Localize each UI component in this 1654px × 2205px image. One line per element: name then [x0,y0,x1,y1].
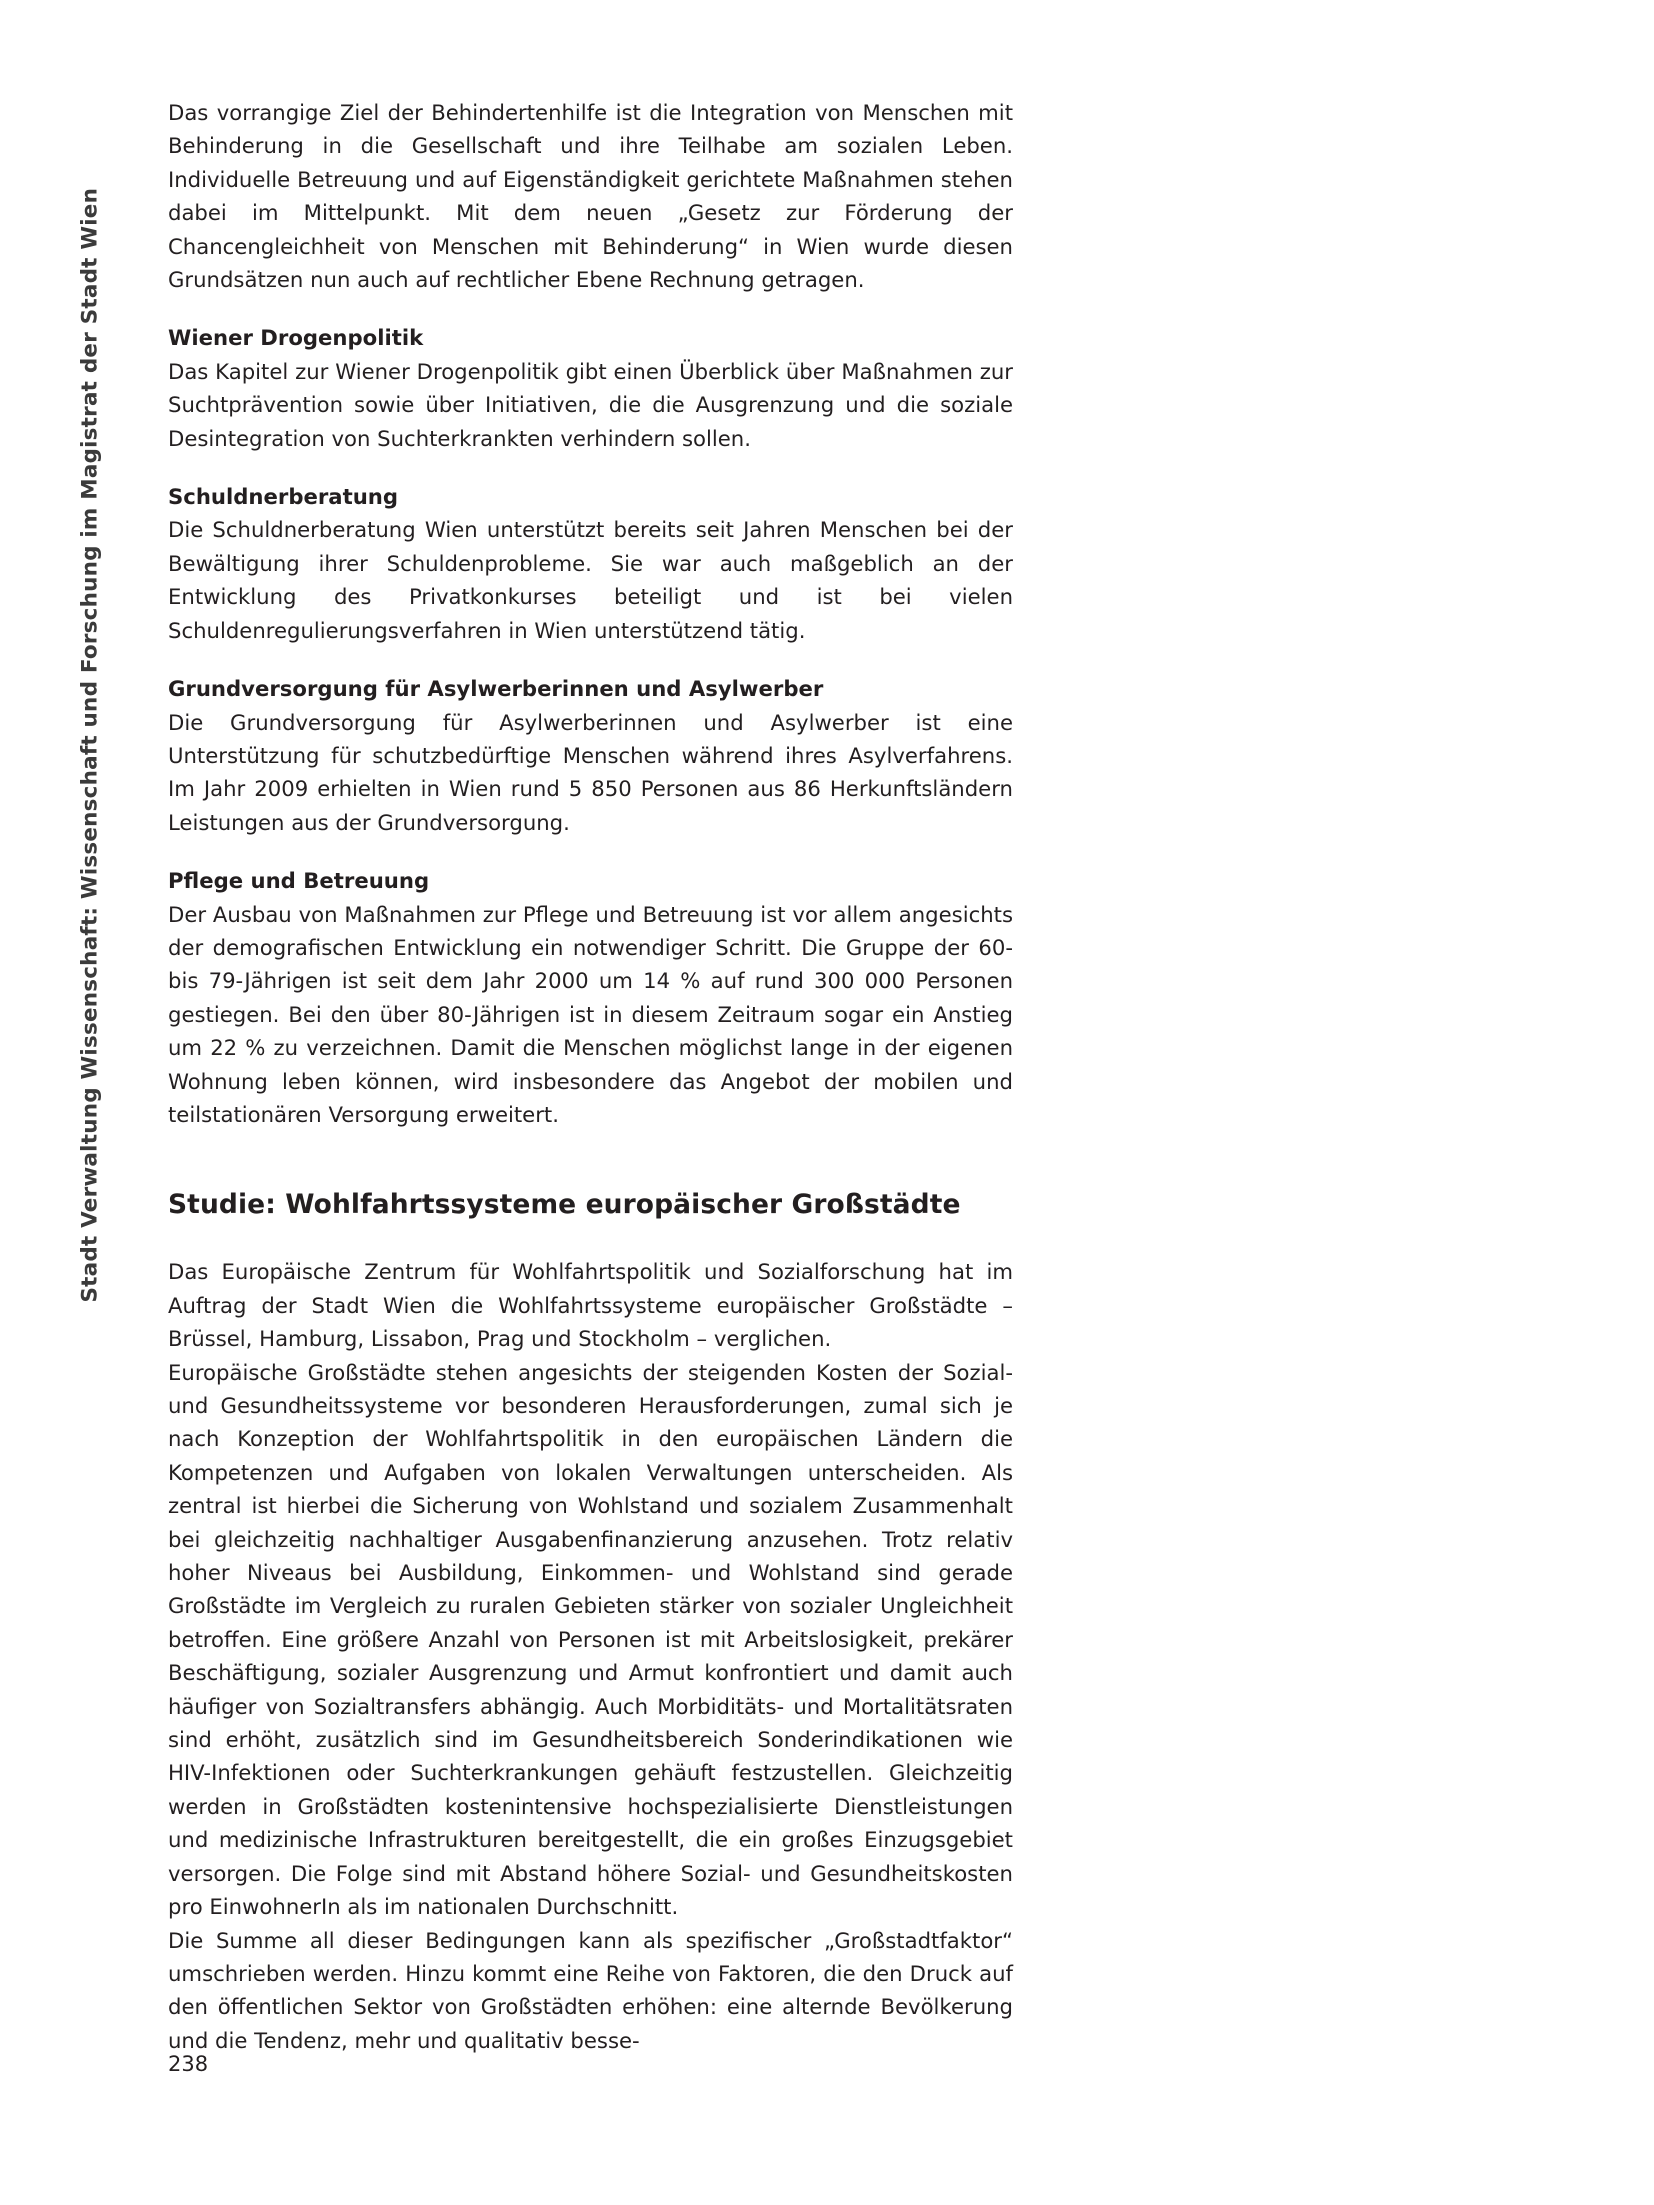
intro-paragraph: Das vorrangige Ziel der Behindertenhilfe ist die Integration von Menschen mit Behinderung in die Gesellschaft und ihre Teilhabe am sozialen Leben. Individuelle Betreuung und auf Eigenständigkeit gerichtete Maßnahmen stehen dabei im Mittelpunkt. Mit dem neuen „Gesetz zur Förderung der Chancengleichheit von Menschen mit Behinderung“ in Wien wurde diesen Grundsätzen nun auch auf rechtlicher Ebene Rechnung getragen. [168,100,1013,293]
running-head-text: Stadt Verwaltung Wissenschaft: Wissenschaft und Forschung im Magistrat der Stadt Wien [77,187,103,1303]
subsection-grundversorgung [168,672,1013,839]
page-number: 238 [168,2052,209,2076]
subsection-pflege-betreuung [168,864,1013,1131]
study-paragraph: Europäische Großstädte stehen angesichts der steigenden Kosten der Sozial- und Gesundheitssysteme vor besonderen Herausforderungen, zumal sich je nach Konzeption der Wohlfahrtspolitik in den europäischen Ländern die Kompetenzen und Aufgaben von lokalen Verwaltungen unterscheiden. Als zentral ist hierbei die Sicherung von Wohlstand und sozialem Zusammenhalt bei gleichzeitig nachhaltiger Ausgabenfinanzierung anzusehen. Trotz relativ hoher Niveaus bei Ausbildung, Einkommen- und Wohlstand sind gerade Großstädte im Vergleich zu ruralen Gebieten stärker von sozialer Ungleichheit betroffen. Eine größere Anzahl von Personen ist mit Arbeitslosigkeit, prekärer Beschäftigung, sozialer Ausgrenzung und Armut konfrontiert und damit auch häufiger von Sozialtransfers abhängig. Auch Morbiditäts- und Mortalitätsraten sind erhöht, zusätzlich sind im Gesundheitsbereich Sonderindikationen wie HIV-Infektionen oder Suchterkrankungen gehäuft festzustellen. Gleichzeitig werden in Großstädten kostenintensive hochspezialisierte Dienstleistungen und medizinische Infrastrukturen bereitgestellt, die ein großes Einzugsgebiet versorgen. Die Folge sind mit Abstand höhere Sozial- und Gesundheitskosten pro EinwohnerIn als im nationalen Durchschnitt. [168,1359,1013,1920]
subsection-drogenpolitik [168,321,1013,455]
subsection-body: Die Grundversorgung für Asylwerberinnen und Asylwerber ist eine Unterstützung für schutzbedürftige Menschen während ihres Asylverfahrens. Im Jahr 2009 erhielten in Wien rund 5 850 Personen aus 86 Herkunftsländern Leistungen aus der Grundversorgung. [168,709,1013,835]
subsection-heading: Pflege und Betreuung [168,868,430,894]
study-paragraph-3-block [168,1924,1013,2058]
study-paragraph: Das Europäische Zentrum für Wohlfahrtspolitik und Sozialforschung hat im Auftrag der Stadt Wien die Wohlfahrtssysteme europäischer Großstädte – Brüssel, Hamburg, Lissabon, Prag und Stockholm – verglichen. [168,1259,1013,1352]
intro-block [168,96,1013,296]
study-paragraph: Die Summe all dieser Bedingungen kann als spezifischer „Großstadtfaktor“ umschrieben werden. Hinzu kommt eine Reihe von Faktoren, die den Druck auf den öffentlichen Sektor von Großstädten erhöhen: eine alternde Bevölkerung und die Tendenz, mehr und qualitativ besse- [168,1927,1013,2053]
study-title-wrap [168,1187,1013,1223]
subsection-schuldnerberatung [168,480,1013,647]
section-title: Studie: Wohlfahrtssysteme europäischer Großstädte [168,1189,961,1221]
page-content [168,96,1013,2057]
subsection-heading: Schuldnerberatung [168,484,399,510]
study-paragraph-2-block [168,1356,1013,1924]
subsection-body: Das Kapitel zur Wiener Drogenpolitik gibt einen Überblick über Maßnahmen zur Suchtprävention sowie über Initiativen, die die Ausgrenzung und die soziale Desintegration von Suchterkrankten verhindern sollen. [168,358,1013,451]
subsection-heading: Wiener Drogenpolitik [168,325,424,351]
running-head-rail [0,0,150,2205]
subsection-body: Der Ausbau von Maßnahmen zur Pflege und Betreuung ist vor allem angesichts der demografischen Entwicklung ein notwendiger Schritt. Die Gruppe der 60- bis 79-Jährigen ist seit dem Jahr 2000 um 14 % auf rund 300 000 Personen gestiegen. Bei den über 80-Jährigen ist in diesem Zeitraum sogar ein Anstieg um 22 % zu verzeichnen. Damit die Menschen möglichst lange in der eigenen Wohnung leben können, wird insbesondere das Angebot der mobilen und teilstationären Versorgung erweitert. [168,901,1013,1127]
study-paragraph-1-block [168,1255,1013,1355]
subsection-heading: Grundversorgung für Asylwerberinnen und Asylwerber [168,676,824,702]
subsection-body: Die Schuldnerberatung Wien unterstützt bereits seit Jahren Menschen bei der Bewältigung ihrer Schuldenprobleme. Sie war auch maßgeblich an der Entwicklung des Privatkonkurses beteiligt und ist bei vielen Schuldenregulierungsverfahren in Wien unterstützend tätig. [168,517,1013,643]
